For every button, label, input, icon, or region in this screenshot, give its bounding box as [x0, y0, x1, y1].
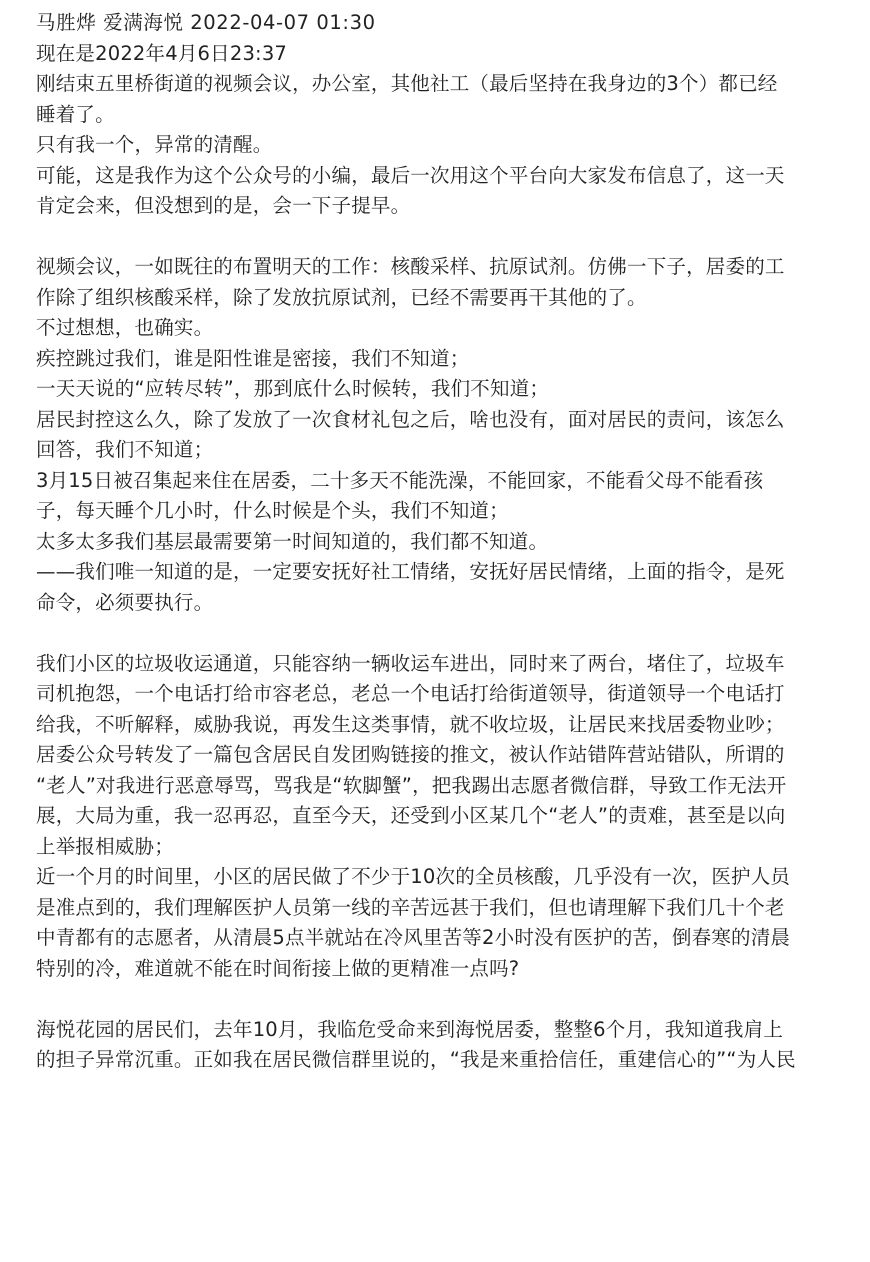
text-line: 子，每天睡个几小时，什么时候是个头，我们不知道； [36, 499, 509, 522]
article-body [36, 8, 866, 1076]
text-line: 太多太多我们基层最需要第一时间知道的，我们都不知道。 [36, 529, 549, 553]
text-line: 不过想想，也确实。 [36, 316, 214, 339]
text-line: 只有我一个，异常的清醒。 [36, 133, 273, 156]
text-line: 的担子异常沉重。正如我在居民微信群里说的，“我是来重拾信任，重建信心的”“为人民 [36, 1048, 796, 1071]
paragraph-break [36, 222, 866, 253]
text-line: 上举报相威胁； [36, 834, 174, 858]
text-line: 疾控跳过我们，谁是阳性谁是密接，我们不知道； [36, 346, 470, 370]
text-line: 命令，必须要执行。 [36, 590, 214, 614]
text-line: 中青都有的志愿者，从清晨5点半就站在冷风里苦等2小时没有医护的苦，倒春寒的清晨 [36, 926, 791, 949]
text-line: 视频会议，一如既往的布置明天的工作：核酸采样、抗原试剂。仿佛一下子，居委的工 [36, 255, 785, 278]
text-line: 睡着了。 [36, 102, 115, 126]
text-line: 展，大局为重，我一忍再忍，直至今天，还受到小区某几个“老人”的责难，甚至是以向 [36, 804, 786, 827]
text-line: ——我们唯一知道的是，一定要安抚好社工情绪，安抚好居民情绪，上面的指令，是死 [36, 560, 785, 583]
text-line: 海悦花园的居民们，去年10月，我临危受命来到海悦居委，整整6个月，我知道我肩上 [36, 1017, 784, 1041]
article-text [36, 39, 866, 1076]
text-line: 我们小区的垃圾收运通道，只能容纳一辆收运车进出，同时来了两台，堵住了，垃圾车 [36, 651, 785, 675]
paragraph-break [36, 984, 866, 1015]
text-line: 特别的冷，难道就不能在时间衔接上做的更精准一点吗? [36, 956, 520, 980]
text-line: 刚结束五里桥街道的视频会议，办公室，其他社工（最后坚持在我身边的3个）都已经 [36, 72, 778, 95]
text-line: 居民封控这么久，除了发放了一次食材礼包之后，啥也没有，面对居民的责问，该怎么 [36, 407, 785, 431]
text-line: 现在是2022年4月6日23:37 [36, 41, 288, 65]
text-line: 一天天说的“应转尽转”，那到底什么时候转，我们不知道； [36, 377, 550, 400]
text-line: 居委公众号转发了一篇包含居民自发团购链接的推文，被认作站错阵营站错队，所谓的 [36, 743, 785, 766]
text-line: 近一个月的时间里，小区的居民做了不少于10次的全员核酸，几乎没有一次，医护人员 [36, 865, 791, 888]
text-line: 回答，我们不知道； [36, 438, 214, 461]
paragraph-break [36, 618, 866, 649]
text-line: 3月15日被召集起来住在居委，二十多天不能洗澡，不能回家，不能看父母不能看孩 [36, 468, 764, 492]
text-line: 是准点到的，我们理解医护人员第一线的辛苦远甚于我们，但也请理解下我们几十个老 [36, 895, 785, 919]
text-line: 作除了组织核酸采样，除了发放抗原试剂，已经不需要再干其他的了。 [36, 285, 647, 309]
text-line: 可能，这是我作为这个公众号的小编，最后一次用这个平台向大家发布信息了，这一天 [36, 163, 785, 187]
text-line: “老人”对我进行恶意辱骂，骂我是“软脚蟹”，把我踢出志愿者微信群，导致工作无法开 [36, 773, 787, 797]
text-line: 司机抱怨，一个电话打给市容老总，老总一个电话打给街道领导，街道领导一个电话打 [36, 682, 785, 705]
article-meta: 马胜烨 爱满海悦 2022-04-07 01:30 [36, 11, 376, 34]
text-line: 给我，不听解释，威胁我说，再发生这类事情，就不收垃圾，让居民来找居委物业吵； [36, 712, 785, 736]
text-line: 肯定会来，但没想到的是，会一下子提早。 [36, 194, 411, 217]
